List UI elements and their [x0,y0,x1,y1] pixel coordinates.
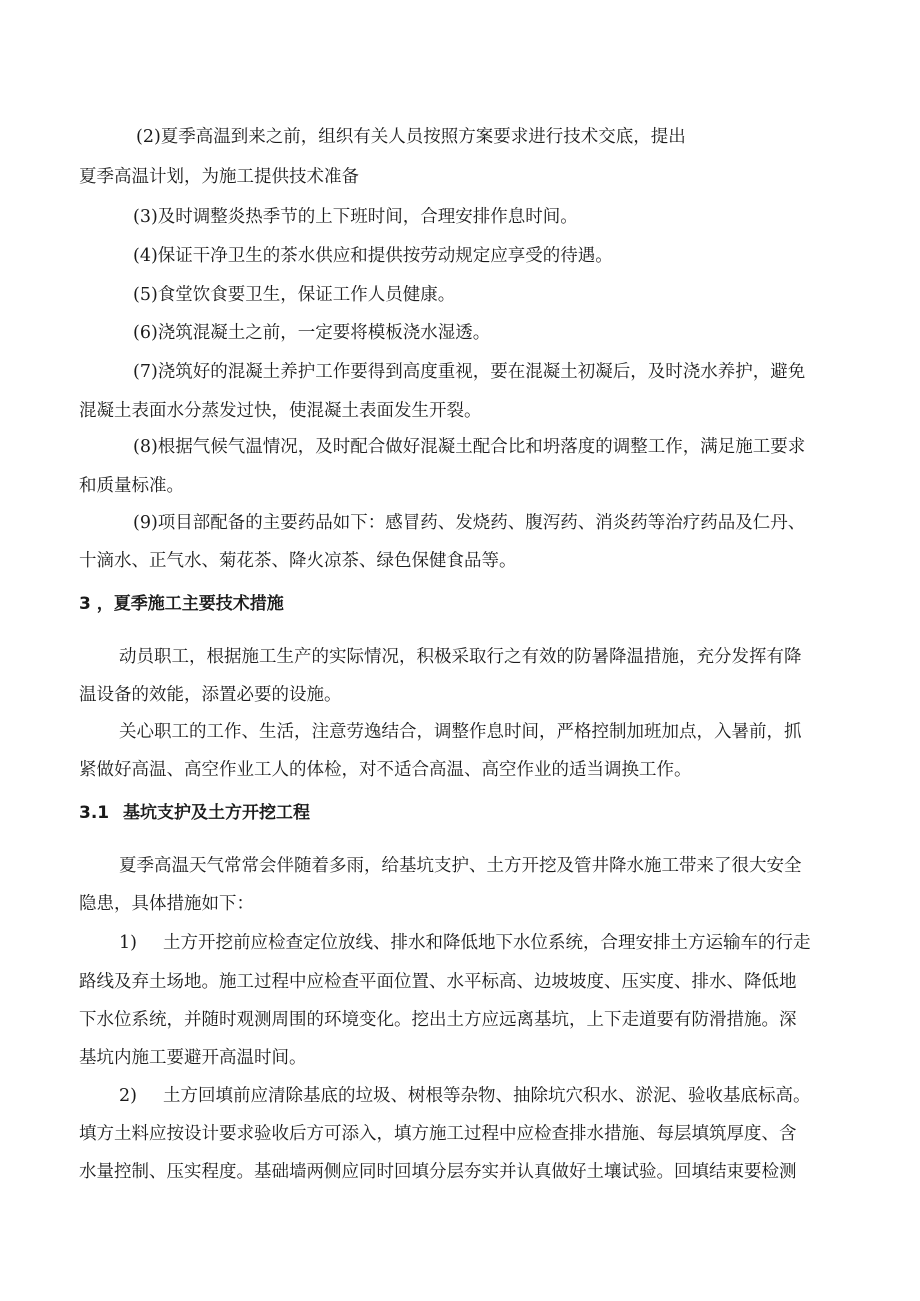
item-6: (6)浇筑混凝土之前，一定要将模板浇水湿透。 [133,323,491,343]
item-4: (4)保证干净卫生的茶水供应和提供按劳动规定应享受的待遇。 [133,246,613,266]
list-item-1-line-2: 路线及弃土场地。施工过程中应检查平面位置、水平标高、边坡坡度、压实度、排水、降低地 [79,972,797,992]
section-3-1-heading [79,801,310,825]
item-9-line-1: (9)项目部配备的主要药品如下：感冒药、发烧药、腹泻药、消炎药等治疗药品及仁丹、 [133,513,806,533]
section-3-heading: 3 ，夏季施工主要技术措施 [79,594,284,614]
list-item-2-text: 土方回填前应清除基底的垃圾、树根等杂物、抽除坑穴积水、淤泥、验收基底标高。 [163,1086,811,1106]
list-item-2-line-2: 填方土料应按设计要求验收后方可添入，填方施工过程中应检查排水措施、每层填筑厚度、含 [79,1124,797,1144]
list-item-2-line-1 [119,1084,811,1108]
list-item-1-line-4: 基坑内施工要避开高温时间。 [79,1048,307,1068]
list-item-2-number: 2) [119,1086,137,1106]
list-item-1-number: 1) [119,933,137,953]
list-item-1-text: 土方开挖前应检查定位放线、排水和降低地下水位系统，合理安排土方运输车的行走 [163,933,811,953]
item-9-line-2: 十滴水、正气水、菊花茶、降火凉茶、绿色保健食品等。 [79,551,517,571]
section-3-1-intro-line-1: 夏季高温天气常常会伴随着多雨，给基坑支护、土方开挖及管井降水施工带来了很大安全 [119,856,802,876]
item-5: (5)食堂饮食要卫生，保证工作人员健康。 [133,285,456,305]
item-8-line-1: (8)根据气候气温情况，及时配合做好混凝土配合比和坍落度的调整工作，满足施工要求 [133,437,806,457]
section-3-1-intro-line-2: 隐患，具体措施如下： [79,894,254,914]
item-7-line-1: (7)浇筑好的混凝土养护工作要得到高度重视，要在混凝土初凝后，及时浇水养护，避免 [133,362,806,382]
section-3-para-2-line-2: 紧做好高温、高空作业工人的体检，对不适合高温、高空作业的适当调换工作。 [79,760,692,780]
item-2-line-1: (2)夏季高温到来之前，组织有关人员按照方案要求进行技术交底，提出 [136,127,686,147]
section-3-para-1-line-2: 温设备的效能，添置必要的设施。 [79,685,342,705]
list-item-1-line-3: 下水位系统，并随时观测周围的环境变化。挖出土方应远离基坑，上下走道要有防滑措施。深 [79,1010,797,1030]
list-item-1-line-1 [119,931,811,955]
list-item-2-line-3: 水量控制、压实程度。基础墙两侧应同时回填分层夯实并认真做好土壤试验。回填结束要检测 [79,1162,797,1182]
section-3-para-2-line-1: 关心职工的工作、生活，注意劳逸结合，调整作息时间，严格控制加班加点，入暑前，抓 [119,722,802,742]
item-8-line-2: 和质量标准。 [79,476,184,496]
section-3-1-title: 基坑支护及土方开挖工程 [123,803,310,823]
item-7-line-2: 混凝土表面水分蒸发过快，使混凝土表面发生开裂。 [79,401,482,421]
section-3-1-number: 3.1 [79,803,110,823]
item-2-line-2: 夏季高温计划，为施工提供技术准备 [79,167,359,187]
item-3: (3)及时调整炎热季节的上下班时间，合理安排作息时间。 [133,207,578,227]
section-3-para-1-line-1: 动员职工，根据施工生产的实际情况，积极采取行之有效的防暑降温措施，充分发挥有降 [119,647,802,667]
